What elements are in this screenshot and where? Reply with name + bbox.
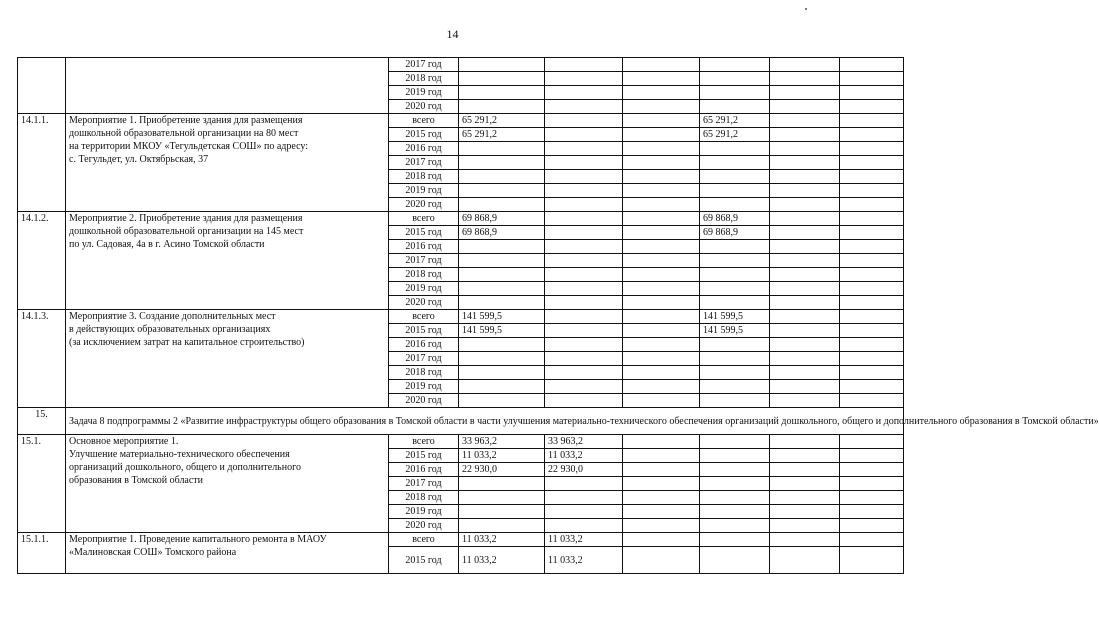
- total-label: всего: [389, 435, 459, 449]
- table-row: [18, 212, 904, 226]
- value-cell: 33 963,2: [545, 435, 623, 449]
- total-label: всего: [389, 212, 459, 226]
- value-cell: 69 868,9: [459, 226, 545, 240]
- task-text: Задача 8 подпрограммы 2 «Развитие инфраструктуры общего образования в Томской области в части улучшения материально-технического обеспечения организаций дошкольного, общего и дополнительного образования в Томской области»: [66, 408, 904, 435]
- desc-line: Основное мероприятие 1.: [69, 436, 179, 447]
- year-cell: 2015 год: [389, 449, 459, 463]
- value-cell: 33 963,2: [459, 435, 545, 449]
- value-cell: 141 599,5: [459, 310, 545, 324]
- year-cell: 2019 год: [389, 282, 459, 296]
- year-cell: 2020 год: [389, 100, 459, 114]
- table-row: [18, 58, 904, 72]
- desc-line: образования в Томской области: [69, 475, 204, 486]
- year-cell: 2016 год: [389, 463, 459, 477]
- desc-line: «Малиновская СОШ» Томского района: [69, 547, 237, 558]
- year-cell: 2016 год: [389, 338, 459, 352]
- code-cell: 15.1.1.: [18, 533, 66, 574]
- desc-cell: [66, 212, 389, 310]
- value-cell: 141 599,5: [459, 324, 545, 338]
- year-cell: 2018 год: [389, 72, 459, 86]
- desc-line: с. Тегульдет, ул. Октябрьская, 37: [69, 154, 209, 165]
- value-cell: 11 033,2: [459, 547, 545, 574]
- value-cell: 69 868,9: [700, 212, 770, 226]
- table-row: [18, 533, 904, 547]
- year-cell: 2017 год: [389, 352, 459, 366]
- desc-cell: [66, 58, 389, 114]
- year-cell: 2018 год: [389, 366, 459, 380]
- code-cell: 15.1.: [18, 435, 66, 533]
- year-cell: 2015 год: [389, 547, 459, 574]
- year-cell: 2017 год: [389, 254, 459, 268]
- value-cell: 11 033,2: [545, 449, 623, 463]
- year-cell: 2015 год: [389, 226, 459, 240]
- year-cell: 2017 год: [389, 58, 459, 72]
- year-cell: 2019 год: [389, 184, 459, 198]
- year-cell: 2018 год: [389, 170, 459, 184]
- table-row: [18, 310, 904, 324]
- scan-speck: [805, 8, 807, 10]
- total-label: всего: [389, 310, 459, 324]
- total-label: всего: [389, 533, 459, 547]
- year-cell: 2016 год: [389, 240, 459, 254]
- page-number: 14: [446, 27, 459, 41]
- year-cell: 2017 год: [389, 477, 459, 491]
- value-cell: 69 868,9: [700, 226, 770, 240]
- code-cell: 14.1.2.: [18, 212, 66, 310]
- value-cell: 22 930,0: [459, 463, 545, 477]
- desc-line: дошкольной образовательной организации на 145 мест: [69, 226, 304, 237]
- desc-cell: [66, 310, 389, 408]
- desc-line: в действующих образовательных организациях: [69, 324, 271, 335]
- desc-line: Мероприятие 1. Проведение капитального ремонта в МАОУ: [69, 534, 327, 545]
- task-row: [18, 408, 904, 435]
- value-cell: 11 033,2: [459, 449, 545, 463]
- desc-line: Мероприятие 3. Создание дополнительных мест: [69, 311, 276, 322]
- year-cell: 2019 год: [389, 380, 459, 394]
- year-cell: 2019 год: [389, 505, 459, 519]
- table-row: [18, 114, 904, 128]
- funding-table: [17, 57, 1099, 574]
- value-cell: 22 930,0: [545, 463, 623, 477]
- year-cell: 2020 год: [389, 394, 459, 408]
- desc-line: (за исключением затрат на капитальное строительство): [69, 337, 305, 348]
- year-cell: 2017 год: [389, 156, 459, 170]
- desc-cell: [66, 435, 389, 533]
- year-cell: 2015 год: [389, 128, 459, 142]
- desc-line: по ул. Садовая, 4а в г. Асино Томской области: [69, 239, 265, 250]
- table-row: [18, 435, 904, 449]
- code-cell: 14.1.1.: [18, 114, 66, 212]
- desc-cell: [66, 114, 389, 212]
- code-cell: [18, 58, 66, 114]
- code-cell: 14.1.3.: [18, 310, 66, 408]
- value-cell: 141 599,5: [700, 324, 770, 338]
- value-cell: 11 033,2: [459, 533, 545, 547]
- year-cell: 2019 год: [389, 86, 459, 100]
- year-cell: 2015 год: [389, 324, 459, 338]
- desc-line: Мероприятие 1. Приобретение здания для размещения: [69, 115, 303, 126]
- value-cell: 69 868,9: [459, 212, 545, 226]
- desc-cell: [66, 533, 389, 574]
- desc-line: Мероприятие 2. Приобретение здания для размещения: [69, 213, 303, 224]
- total-label: всего: [389, 114, 459, 128]
- value-cell: 141 599,5: [700, 310, 770, 324]
- desc-line: Улучшение материально-технического обеспечения: [69, 449, 290, 460]
- value-cell: 11 033,2: [545, 547, 623, 574]
- value-cell: 65 291,2: [459, 128, 545, 142]
- value-cell: 65 291,2: [700, 128, 770, 142]
- year-cell: 2018 год: [389, 491, 459, 505]
- desc-line: на территории МКОУ «Тегульдетская СОШ» по адресу:: [69, 141, 309, 152]
- code-cell: 15.: [18, 408, 66, 435]
- year-cell: 2018 год: [389, 268, 459, 282]
- year-cell: 2016 год: [389, 142, 459, 156]
- year-cell: 2020 год: [389, 519, 459, 533]
- desc-line: дошкольной образовательной организации на 80 мест: [69, 128, 299, 139]
- year-cell: 2020 год: [389, 198, 459, 212]
- year-cell: 2020 год: [389, 296, 459, 310]
- desc-line: организаций дошкольного, общего и дополнительного: [69, 462, 301, 473]
- value-cell: 11 033,2: [545, 533, 623, 547]
- value-cell: 65 291,2: [700, 114, 770, 128]
- value-cell: 65 291,2: [459, 114, 545, 128]
